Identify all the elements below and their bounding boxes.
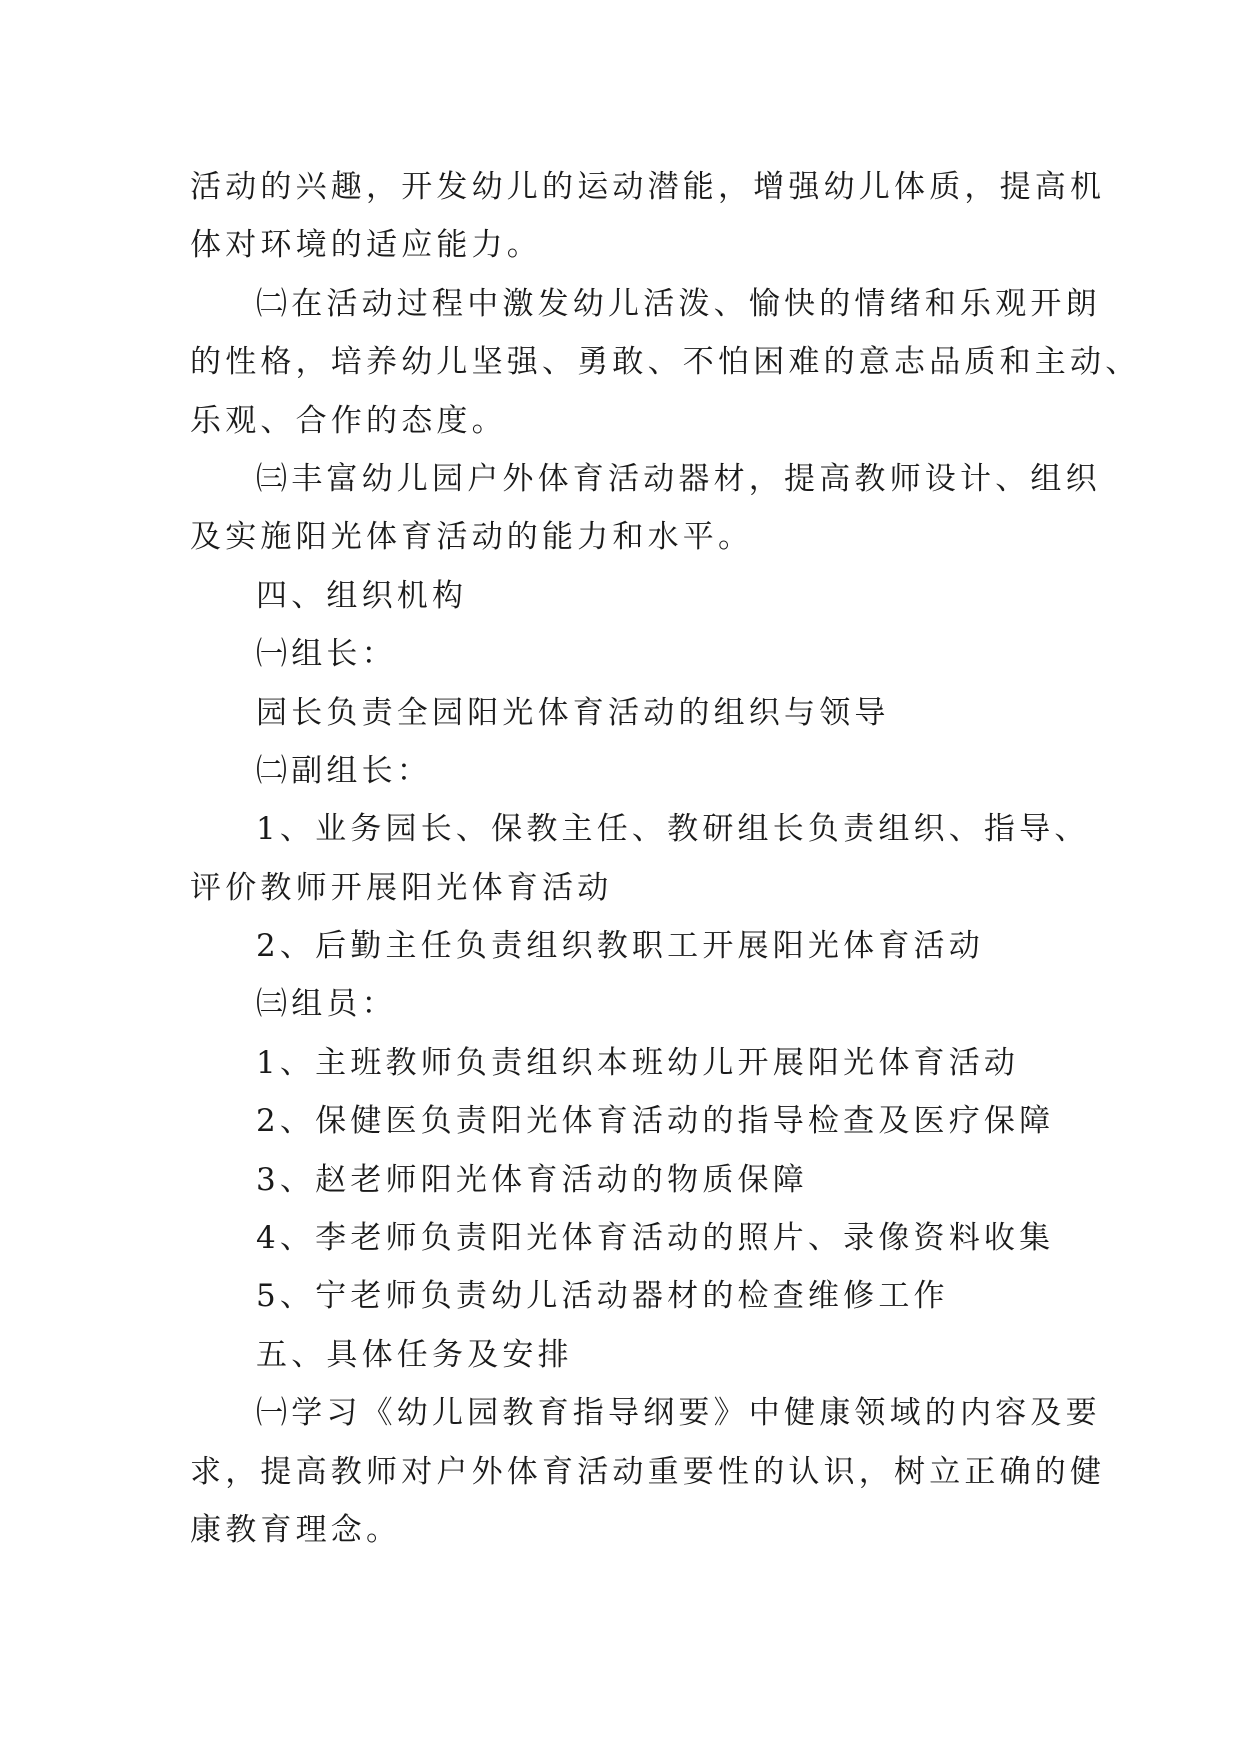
text-line: 的性格，培养幼儿坚强、勇敢、不怕困难的意志品质和主动、	[190, 344, 1141, 381]
subsection-heading: ㈢组员：	[256, 986, 397, 1023]
text-line: 康教育理念。	[190, 1511, 402, 1548]
text-line: 园长负责全园阳光体育活动的组织与领导	[256, 694, 890, 731]
subsection-heading: ㈠组长：	[256, 636, 397, 673]
list-item: 1、主班教师负责组织本班幼儿开展阳光体育活动	[256, 1044, 1020, 1081]
list-item: 4、李老师负责阳光体育活动的照片、录像资料收集	[256, 1220, 1055, 1257]
list-item: 1、业务园长、保教主任、教研组长负责组织、指导、	[256, 811, 1090, 848]
text-line: 及实施阳光体育活动的能力和水平。	[190, 519, 754, 556]
text-line: 求，提高教师对户外体育活动重要性的认识，树立正确的健	[190, 1453, 1106, 1490]
subsection-heading: ㈡副组长：	[256, 752, 432, 789]
text-line: 乐观、合作的态度。	[190, 402, 507, 439]
text-line: ㈢丰富幼儿园户外体育活动器材，提高教师设计、组织	[256, 460, 1101, 497]
text-line: 体对环境的适应能力。	[190, 227, 542, 264]
list-item: 5、宁老师负责幼儿活动器材的检查维修工作	[256, 1278, 949, 1315]
text-line: ㈠学习《幼儿园教育指导纲要》中健康领域的内容及要	[256, 1395, 1101, 1432]
document-body	[190, 158, 1141, 1559]
list-item: 2、保健医负责阳光体育活动的指导检查及医疗保障	[256, 1103, 1055, 1140]
list-item: 3、赵老师阳光体育活动的物质保障	[256, 1161, 808, 1198]
section-heading: 四、组织机构	[256, 577, 468, 614]
section-heading: 五、具体任务及安排	[256, 1336, 573, 1373]
text-line: ㈡在活动过程中激发幼儿活泼、愉快的情绪和乐观开朗	[256, 285, 1101, 322]
text-line: 活动的兴趣，开发幼儿的运动潜能，增强幼儿体质，提高机	[190, 169, 1106, 205]
list-item: 2、后勤主任负责组织教职工开展阳光体育活动	[256, 928, 984, 965]
text-line: 评价教师开展阳光体育活动	[190, 869, 613, 906]
